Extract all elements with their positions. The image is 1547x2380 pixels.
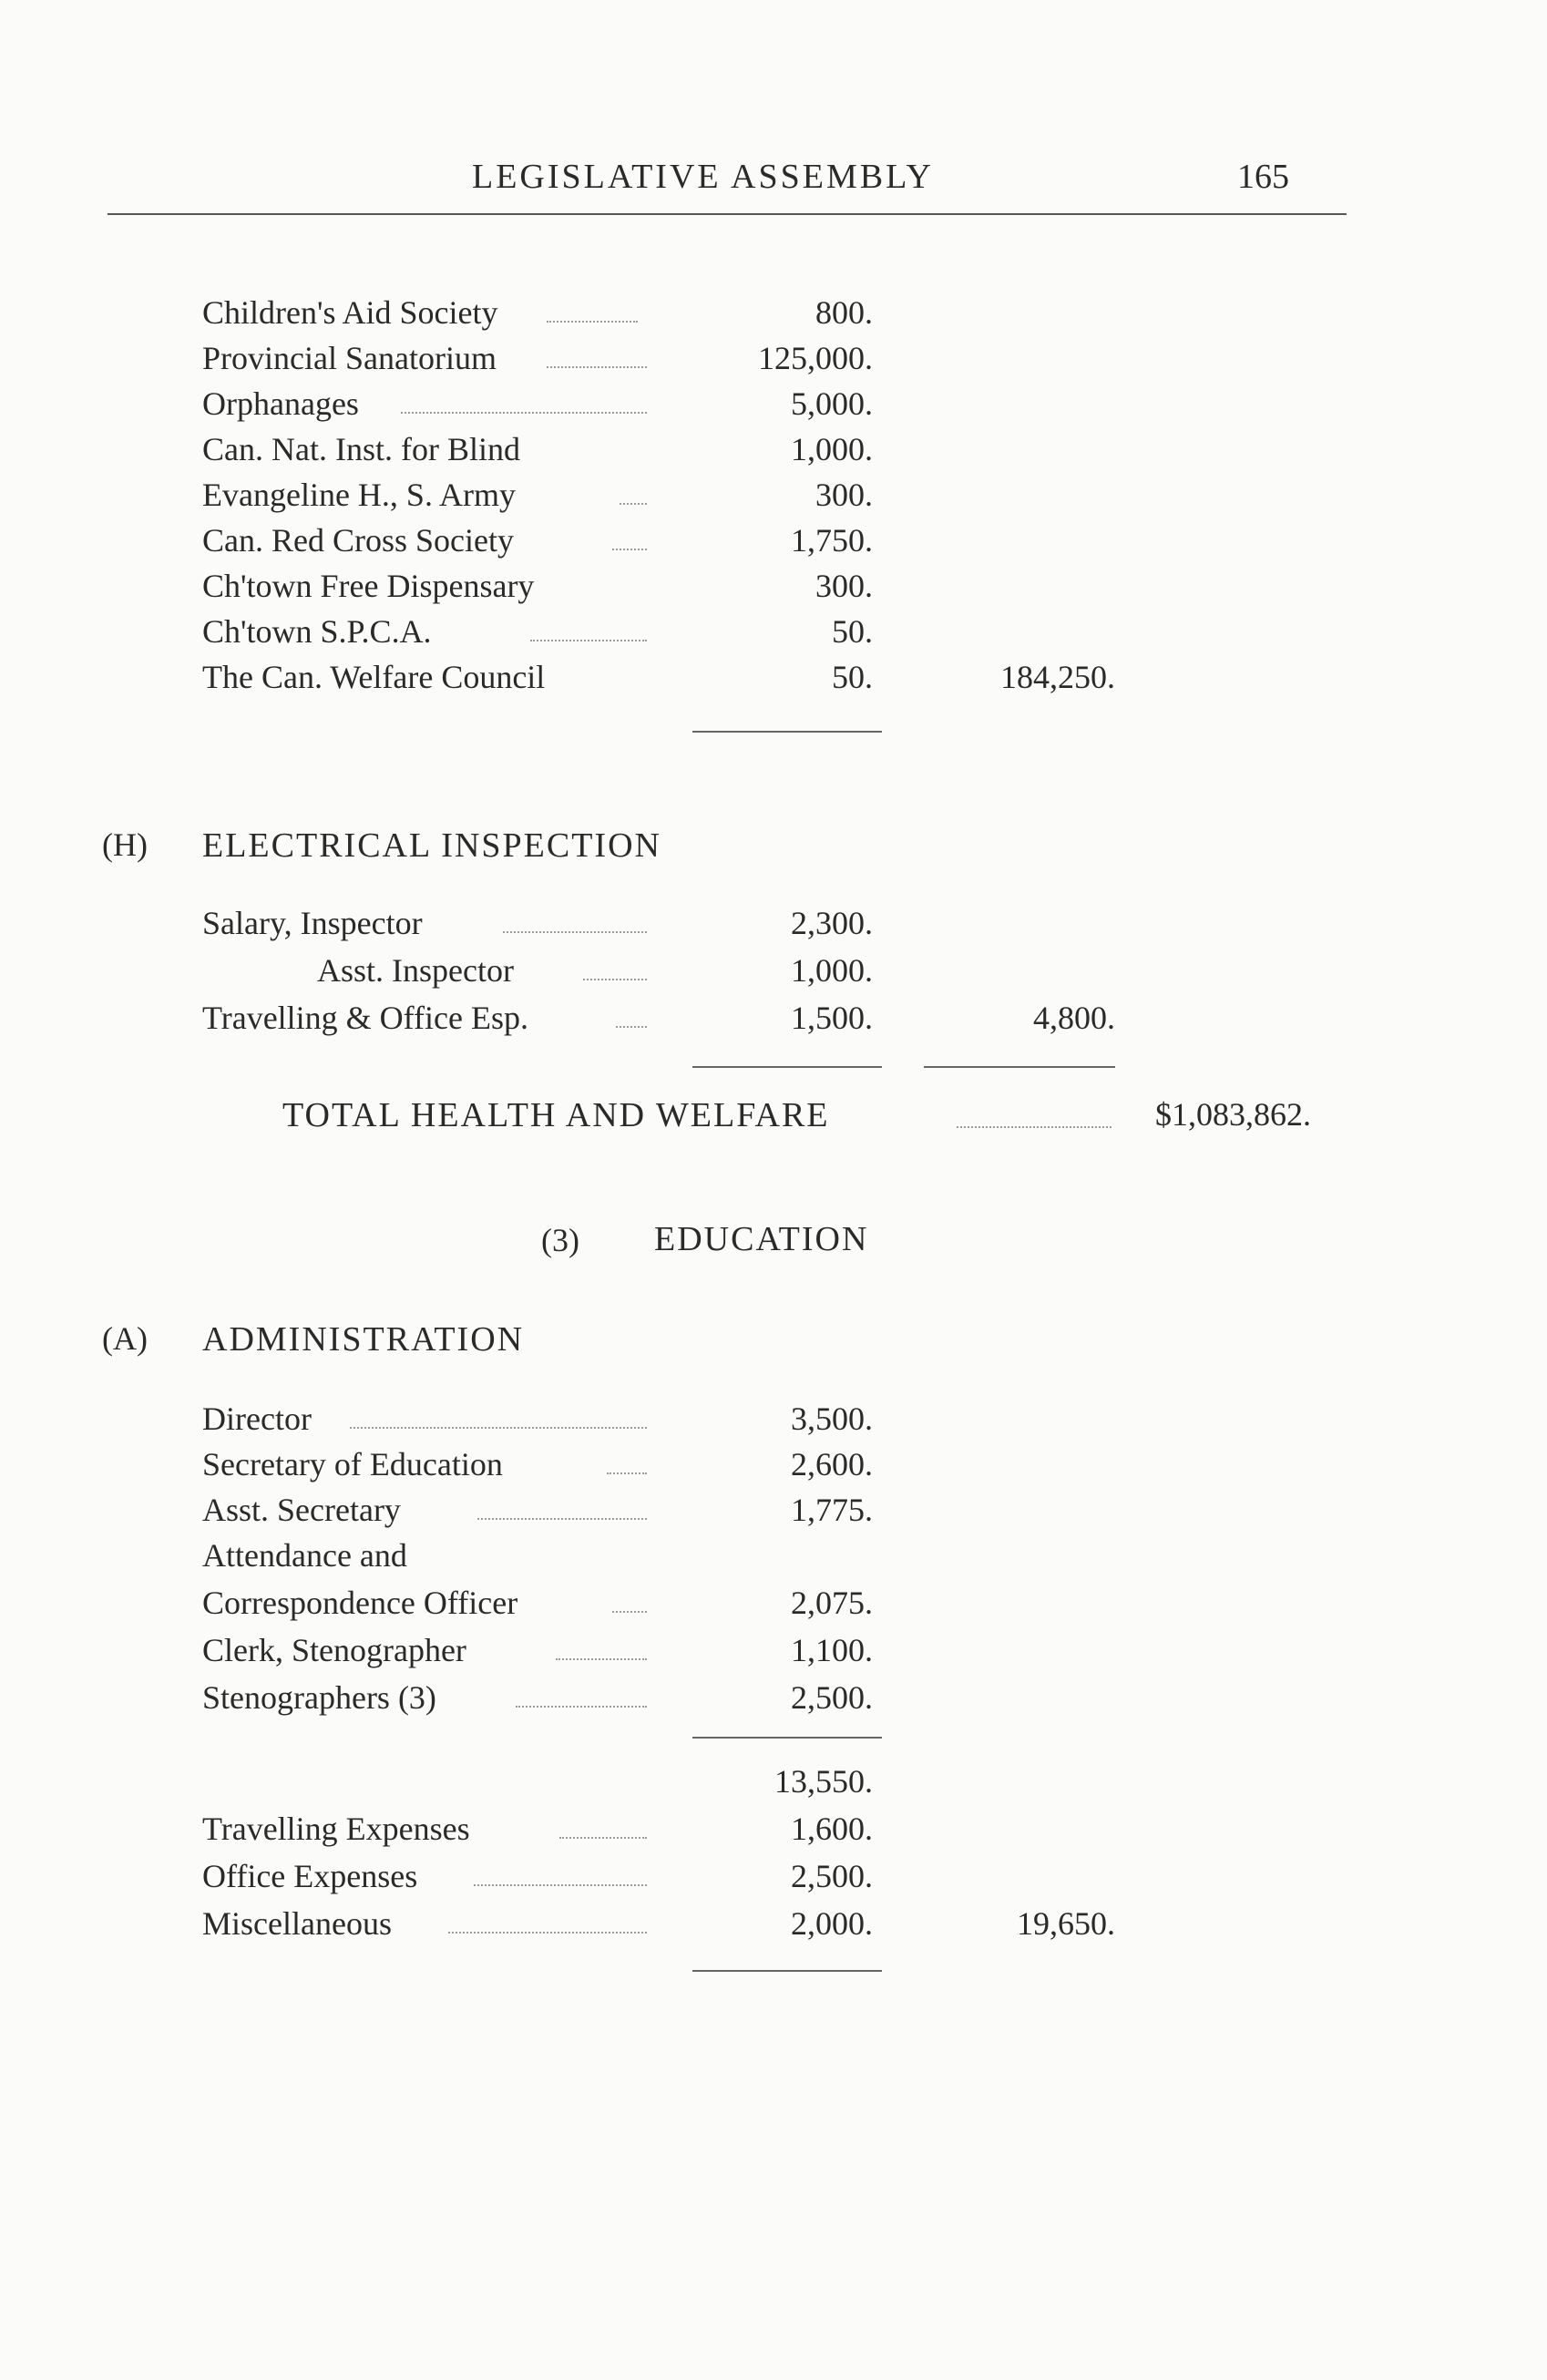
dot-leader [516, 1706, 647, 1708]
dot-leader [957, 1126, 1112, 1128]
subtotal-amount: 13,550. [774, 1763, 873, 1800]
item-amount: 2,500. [791, 1679, 873, 1716]
list-item [0, 1857, 1547, 1903]
item-label: Asst. Secretary [202, 1492, 401, 1528]
dot-leader [620, 503, 647, 505]
list-item [0, 612, 1547, 658]
item-amount: 1,500. [791, 1000, 873, 1036]
item-label: Miscellaneous [202, 1905, 392, 1942]
item-amount: 1,000. [791, 431, 873, 467]
sum-rule [692, 1066, 882, 1068]
item-amount: 2,075. [791, 1585, 873, 1621]
sum-rule [692, 1737, 882, 1739]
dot-leader [556, 1658, 647, 1660]
list-item [0, 1631, 1547, 1677]
dot-leader [530, 640, 647, 641]
section-title: EDUCATION [654, 1220, 869, 1258]
dot-leader [616, 1026, 647, 1028]
item-label: Director [202, 1400, 312, 1437]
section-letter: (H) [102, 826, 148, 863]
item-label: Secretary of Education [202, 1446, 503, 1482]
dot-leader [612, 1611, 647, 1613]
list-item [0, 1400, 1547, 1445]
section-total: 4,800. [1033, 1000, 1115, 1036]
list-item [0, 339, 1547, 385]
dot-leader [547, 366, 647, 368]
item-label: Ch'town Free Dispensary [202, 568, 535, 604]
item-label: Office Expenses [202, 1858, 418, 1894]
sum-rule [924, 1066, 1115, 1068]
item-amount: 1,100. [791, 1632, 873, 1668]
sum-rule [692, 731, 882, 733]
grand-total-label: TOTAL HEALTH AND WELFARE [282, 1096, 830, 1134]
dot-leader [612, 549, 647, 550]
dot-leader [448, 1932, 647, 1934]
section-number: (3) [541, 1222, 579, 1258]
dot-leader [350, 1427, 647, 1429]
item-label: Attendance and [202, 1537, 407, 1574]
item-label: Orphanages [202, 385, 359, 422]
dot-leader [559, 1837, 647, 1839]
item-label: Travelling Expenses [202, 1811, 470, 1847]
section-title: ELECTRICAL INSPECTION [202, 826, 661, 865]
item-label: Correspondence Officer [202, 1585, 518, 1621]
item-amount: 800. [815, 294, 873, 331]
item-label: Salary, Inspector [202, 905, 423, 941]
item-amount: 1,000. [791, 952, 873, 989]
dot-leader [401, 412, 647, 414]
page-title: LEGISLATIVE ASSEMBLY [472, 158, 934, 196]
list-item [0, 385, 1547, 430]
item-amount: 1,750. [791, 522, 873, 559]
dot-leader [474, 1884, 647, 1886]
list-item [0, 999, 1547, 1044]
item-amount: 2,300. [791, 905, 873, 941]
page-number: 165 [1237, 158, 1289, 196]
header-divider [108, 213, 1347, 215]
list-item [0, 567, 1547, 612]
item-amount: 1,600. [791, 1811, 873, 1847]
list-item [0, 904, 1547, 949]
item-label: Evangeline H., S. Army [202, 477, 516, 513]
list-item [0, 1678, 1547, 1724]
list-item [0, 1491, 1547, 1536]
list-item [0, 1584, 1547, 1629]
dot-leader [547, 321, 638, 323]
item-label: Clerk, Stenographer [202, 1632, 466, 1668]
item-label: Ch'town S.P.C.A. [202, 613, 432, 650]
item-label: Travelling & Office Esp. [202, 1000, 528, 1036]
list-item [0, 658, 1547, 703]
list-item [0, 1536, 1547, 1582]
item-label: The Can. Welfare Council [202, 659, 546, 695]
grand-total-amount: $1,083,862. [1155, 1096, 1311, 1133]
list-item [0, 951, 1547, 997]
item-amount: 3,500. [791, 1400, 873, 1437]
dot-leader [607, 1472, 647, 1474]
list-item [0, 521, 1547, 567]
item-amount: 2,000. [791, 1905, 873, 1942]
item-amount: 50. [832, 613, 873, 650]
section-total: 184,250. [1000, 659, 1115, 695]
item-label: Asst. Inspector [317, 952, 514, 989]
sum-rule [692, 1970, 882, 1972]
dot-leader [477, 1518, 647, 1520]
dot-leader [583, 979, 647, 980]
section-letter: (A) [102, 1320, 148, 1357]
dot-leader [503, 931, 647, 933]
item-label: Children's Aid Society [202, 294, 498, 331]
item-amount: 300. [815, 568, 873, 604]
subtotal-row [0, 1762, 1547, 1808]
item-amount: 2,500. [791, 1858, 873, 1894]
list-item [0, 476, 1547, 521]
item-label: Can. Nat. Inst. for Blind [202, 431, 520, 467]
list-item [0, 293, 1547, 339]
item-amount: 1,775. [791, 1492, 873, 1528]
item-label: Can. Red Cross Society [202, 522, 514, 559]
item-amount: 125,000. [758, 340, 873, 376]
item-amount: 50. [832, 659, 873, 695]
section-title: ADMINISTRATION [202, 1320, 525, 1359]
item-label: Stenographers (3) [202, 1679, 436, 1716]
item-amount: 5,000. [791, 385, 873, 422]
list-item [0, 1445, 1547, 1491]
item-amount: 300. [815, 477, 873, 513]
section-total: 19,650. [1017, 1905, 1115, 1942]
list-item [0, 430, 1547, 476]
list-item [0, 1810, 1547, 1855]
item-amount: 2,600. [791, 1446, 873, 1482]
item-label: Provincial Sanatorium [202, 340, 497, 376]
list-item [0, 1904, 1547, 1950]
